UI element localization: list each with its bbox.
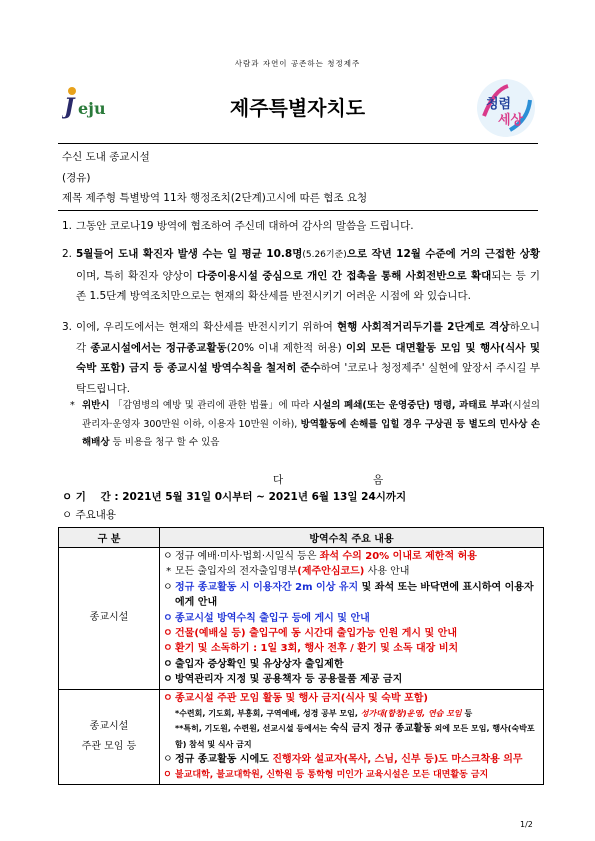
text-span: 종교시설 주관 모임 활동 및 행사 금지(식사 및 숙박 포함) (175, 692, 428, 704)
text-span: 시설의 폐쇄(또는 운영중단) 명령, 과태료 부과 (312, 400, 509, 411)
text-span: 정규 예배·미사·법회·시일식 등은 (175, 551, 320, 562)
slogan: 사람과 자연이 공존하는 청정제주 (234, 59, 361, 68)
table-header-content: 방역수칙 주요 내용 (160, 528, 544, 548)
period (62, 489, 406, 504)
notice-heading-left: 다 (273, 474, 284, 486)
rule-item: ㅇ 정규 종교활동 시에도 진행자와 설교자(목사, 스님, 신부 등)도 마스크착용 의무 (163, 754, 523, 766)
text-span: **특히, 기도원, 수련원, 선교시설 등에서는 (175, 724, 331, 734)
paragraph-number: 1. (62, 220, 73, 232)
note-mark: * (70, 400, 75, 411)
contents-label: ㅇ 주요내용 (62, 509, 117, 521)
recipient: 수신 도내 종교시설 (62, 151, 150, 163)
category-cell (59, 548, 160, 690)
text-span: 종교시설 방역수칙 출입구 등에 게시 및 안내 (175, 612, 370, 624)
page-number: 1/2 (520, 820, 533, 829)
text-span: 으로 작년 12월 수준에 거의 근접한 상황 (346, 248, 540, 260)
text-span: 방역활동에 손해를 입힐 경우 구상권 등 별도의 민사상 손해배상 (82, 418, 541, 448)
text-span: 건물(예배실 등) 출입구에 동 시간대 출입가능 인원 게시 및 안내 (175, 628, 457, 640)
paragraph-text: 그동안 코로나19 방역에 협조하여 주신데 대하여 감사의 말씀을 드립니다. (76, 220, 414, 232)
paragraph-3 (62, 317, 540, 399)
text-span: 환기 및 소독하기 : 1일 3회, 행사 전후 / 환기 및 소독 대장 비치 (175, 643, 459, 655)
rule-item: ㅇ 정규 종교활동 시 이용자간 2m 이상 유지 및 좌석 또는 바닥면에 표시하여 이용자에게 안내 (163, 581, 534, 609)
text-span: *수련회, 기도회, 부흥회, 구역예배, 성경 공부 모임, (175, 709, 361, 719)
text-span: 모든 출입자의 전자출입명부 (175, 566, 298, 578)
text-span: (시설의 관리자·운영자 300만원 이하, 이용자 10만원 이하), (82, 400, 540, 430)
text-span: 불교대학, 불교대학원, 신학원 등 통학형 미인가 교육시설은 모든 대면활동 금지 (175, 769, 489, 780)
integrity-logo (474, 76, 538, 140)
category-label: 종교시설 (89, 720, 129, 732)
rule-item: ㅇ 환기 및 소독하기 : 1일 3회, 행사 전후 / 환기 및 소독 대장 비치 (163, 643, 459, 655)
svg-text:세상: 세상 (498, 113, 524, 128)
quarantine-rules-table (58, 527, 544, 785)
text-span: 등 (461, 709, 473, 719)
table-header-row (59, 528, 544, 548)
paragraph-number: 3. (62, 321, 73, 333)
text-span: 이에, 우리도에서는 현재의 확산세를 반전시키기 위하여 (76, 321, 337, 333)
table-header-category: 구 분 (59, 528, 160, 548)
svg-text:J: J (64, 94, 75, 120)
rule-item (161, 721, 542, 752)
rule-item: ㅇ 종교시설 방역수칙 출입구 등에 게시 및 안내 (163, 612, 370, 624)
via: (경유) (62, 172, 91, 184)
text-span: 5월들어 도내 확진자 발생 수는 일 평균 10.8명 (76, 248, 303, 260)
text-span: 「감염병의 예방 및 관리에 관한 법률」에 따라 (109, 400, 313, 411)
text-span: (5.26기준) (302, 250, 347, 260)
table-row (59, 548, 544, 690)
text-span: 방역관리자 지정 및 공용책자 등 공용물품 제공 금지 (175, 674, 403, 686)
rule-item: * 모든 출입자의 전자출입명부(제주안심코드) 사용 안내 (163, 566, 410, 578)
text-span: 정규 종교활동 시 이용자간 2m 이상 유지 (175, 581, 359, 593)
text-span: 다중이용시설 중심으로 개인 간 접촉을 통해 사회전반으로 확대 (196, 269, 492, 282)
text-span: 되는 등 기존 1.5단계 방역조치만으로는 현재의 확산세를 반전시키기 어려운 시점에 와 있습니다. (76, 269, 540, 302)
text-span: 현행 사회적거리두기를 2단계로 격상 (336, 321, 510, 333)
table-row (59, 689, 544, 784)
rule-item: ㅇ 방역관리자 지정 및 공용책자 등 공용물품 제공 금지 (163, 674, 403, 686)
period-value: 2021년 5월 31일 0시부터 ~ 2021년 6월 13일 24시까지 (122, 491, 407, 503)
text-span: 진행자와 설교자(목사, 스님, 신부 등)도 마스크착용 의무 (272, 754, 523, 766)
svg-text:청렴: 청렴 (486, 97, 512, 112)
rule-item: ㅇ 건물(예배실 등) 출입구에 동 시간대 출입가능 인원 게시 및 안내 (163, 628, 457, 640)
category-cell (59, 689, 160, 784)
paragraph-number: 2. (62, 248, 73, 260)
text-span: 이며, 특히 확진자 양상이 (76, 269, 197, 282)
text-span: 사용 안내 (364, 566, 410, 578)
text-span: 및 좌석 또는 바닥면에 표시하여 이용자에게 안내 (175, 581, 534, 609)
subject: 제목 제주형 특별방역 11차 행정조치(2단계)고시에 따른 협조 요청 (62, 192, 368, 204)
rules-cell (160, 548, 544, 690)
text-span: 외에 모든 모임, 행사(숙박포함) 참석 및 식사 금지 (175, 724, 535, 749)
svg-text:eju: eju (78, 99, 106, 118)
text-span: 위반시 (82, 400, 110, 411)
text-span: 등 비용을 청구 할 수 있음 (109, 437, 220, 448)
paragraph-2 (62, 244, 540, 307)
rule-item: ㅇ 정규 예배·미사·법회·시일식 등은 좌석 수의 20% 이내로 제한적 허용 (163, 551, 477, 562)
rule-item: ㅇ 종교시설 주관 모임 활동 및 행사 금지(식사 및 숙박 포함) (163, 692, 428, 704)
header-divider (58, 143, 538, 144)
text-span: 하여 '코로나 청정제주' 실현에 앞장서 주시길 부탁드립니다. (76, 362, 541, 395)
rules-cell (160, 689, 544, 784)
text-span: 성가대(합창)운영, 연습 모임 (360, 709, 462, 719)
period-label: ㅇ 기 간 : (62, 491, 123, 503)
violation-note (70, 397, 541, 453)
text-span: (20% 이내 제한적 허용) (226, 341, 346, 354)
rule-item (161, 706, 542, 721)
text-span: 출입자 증상확인 및 유상상자 출입제한 (175, 658, 344, 670)
category-label: 종교시설 (89, 612, 129, 624)
text-span: 숙식 금지 정규 종교활동 (330, 723, 432, 735)
text-span: 하오니 각 (76, 321, 541, 354)
category-label: 주관 모임 등 (81, 740, 137, 752)
text-span: 좌석 수의 20% 이내로 제한적 허용 (319, 551, 477, 562)
text-span: 정규 종교활동 시에도 (175, 754, 273, 766)
text-span: (제주안심코드) (297, 566, 365, 578)
organization-title: 제주특별자치도 (229, 96, 366, 120)
text-span: 종교시설에서는 정규종교활동 (90, 341, 227, 354)
text-span: 이외 모든 대면활동 모임 및 행사(식사 및 숙박 포함) 금지 등 종교시설 방역수칙을 철저히 준수 (76, 341, 540, 374)
notice-heading-right: 음 (373, 474, 384, 486)
rule-item: ㅇ 불교대학, 불교대학원, 신학원 등 통학형 미인가 교육시설은 모든 대면활동 금지 (163, 769, 489, 780)
subject-divider (58, 210, 538, 211)
paragraph-1 (62, 216, 540, 237)
rule-item: ㅇ 출입자 증상확인 및 유상상자 출입제한 (163, 658, 344, 670)
